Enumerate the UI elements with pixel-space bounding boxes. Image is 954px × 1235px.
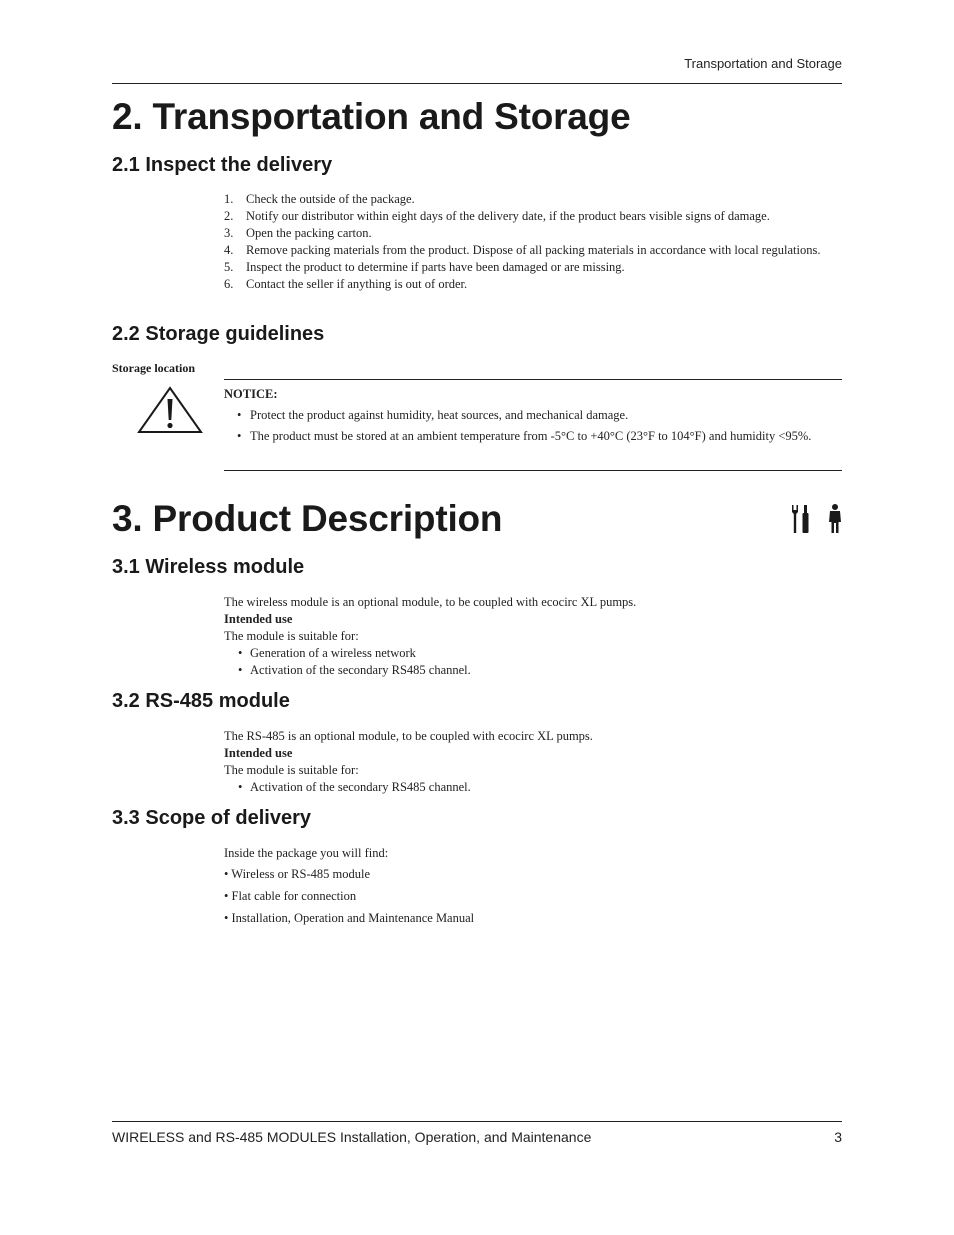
scope-of-delivery-block [224, 845, 834, 927]
storage-location-label: Storage location [112, 361, 195, 375]
list-item: 5. Inspect the product to determine if parts have been damaged or are missing. [224, 260, 625, 274]
list-item: • Installation, Operation and Maintenance Manual [224, 911, 475, 925]
page-number: 3 [834, 1129, 842, 1145]
rs485-intro: The RS-485 is an optional module, to be coupled with ecocirc XL pumps. [224, 729, 593, 743]
rs485-uses-list [224, 779, 834, 796]
list-item: • Activation of the secondary RS485 channel. [224, 779, 834, 796]
section-2-2-heading: 2.2 Storage guidelines [112, 323, 325, 345]
scope-intro: Inside the package you will find: [224, 846, 389, 860]
inspection-steps-list [224, 191, 824, 293]
list-item: 4. Remove packing materials from the product. Dispose of all packing materials in accordance with local regulations. [224, 243, 821, 257]
section-2-title: 2. Transportation and Storage [112, 96, 631, 137]
section-3-1-heading: 3.1 Wireless module [112, 556, 305, 578]
notice-bottom-rule [224, 470, 842, 471]
person-icon [826, 503, 844, 535]
list-item: 2. Notify our distributor within eight days of the delivery date, if the product bears visible signs of damage. [224, 209, 770, 223]
wireless-intended-use-label: Intended use [224, 612, 293, 626]
list-item: • Generation of a wireless network [224, 645, 834, 662]
notice-box [224, 386, 834, 449]
running-header: Transportation and Storage [684, 56, 842, 71]
footer-document-title: WIRELESS and RS-485 MODULES Installation, Operation, and Maintenance [112, 1129, 592, 1145]
list-item: • Protect the product against humidity, heat sources, and mechanical damage. [224, 407, 834, 424]
wireless-module-block [224, 594, 834, 679]
list-item: • The product must be stored at an ambient temperature from -5°C to +40°C (23°F to 104°F) and humidity <95%. [224, 428, 834, 445]
list-item: • Wireless or RS-485 module [224, 867, 370, 881]
notice-title: NOTICE: [224, 387, 278, 401]
footer-divider [112, 1121, 842, 1122]
section-3-2-heading: 3.2 RS-485 module [112, 690, 290, 712]
list-item: 3. Open the packing carton. [224, 226, 372, 240]
list-item: 1. Check the outside of the package. [224, 192, 415, 206]
section-2-1-heading: 2.1 Inspect the delivery [112, 154, 333, 176]
wireless-intro: The wireless module is an optional module, to be coupled with ecocirc XL pumps. [224, 595, 637, 609]
wireless-uses-list [224, 645, 834, 679]
list-item: • Activation of the secondary RS485 channel. [224, 662, 834, 679]
list-item: • Flat cable for connection [224, 889, 357, 903]
rs485-intended-use-label: Intended use [224, 746, 293, 760]
rs485-module-block [224, 728, 834, 796]
section-3-title: 3. Product Description [112, 498, 503, 539]
rs485-suitable-text: The module is suitable for: [224, 763, 359, 777]
tools-icon [790, 503, 812, 535]
notice-list [224, 407, 834, 445]
notice-top-rule [224, 379, 842, 380]
section-3-3-heading: 3.3 Scope of delivery [112, 807, 311, 829]
warning-triangle-icon [137, 386, 203, 434]
list-item: 6. Contact the seller if anything is out of order. [224, 277, 468, 291]
wireless-suitable-text: The module is suitable for: [224, 629, 359, 643]
header-divider [112, 83, 842, 84]
